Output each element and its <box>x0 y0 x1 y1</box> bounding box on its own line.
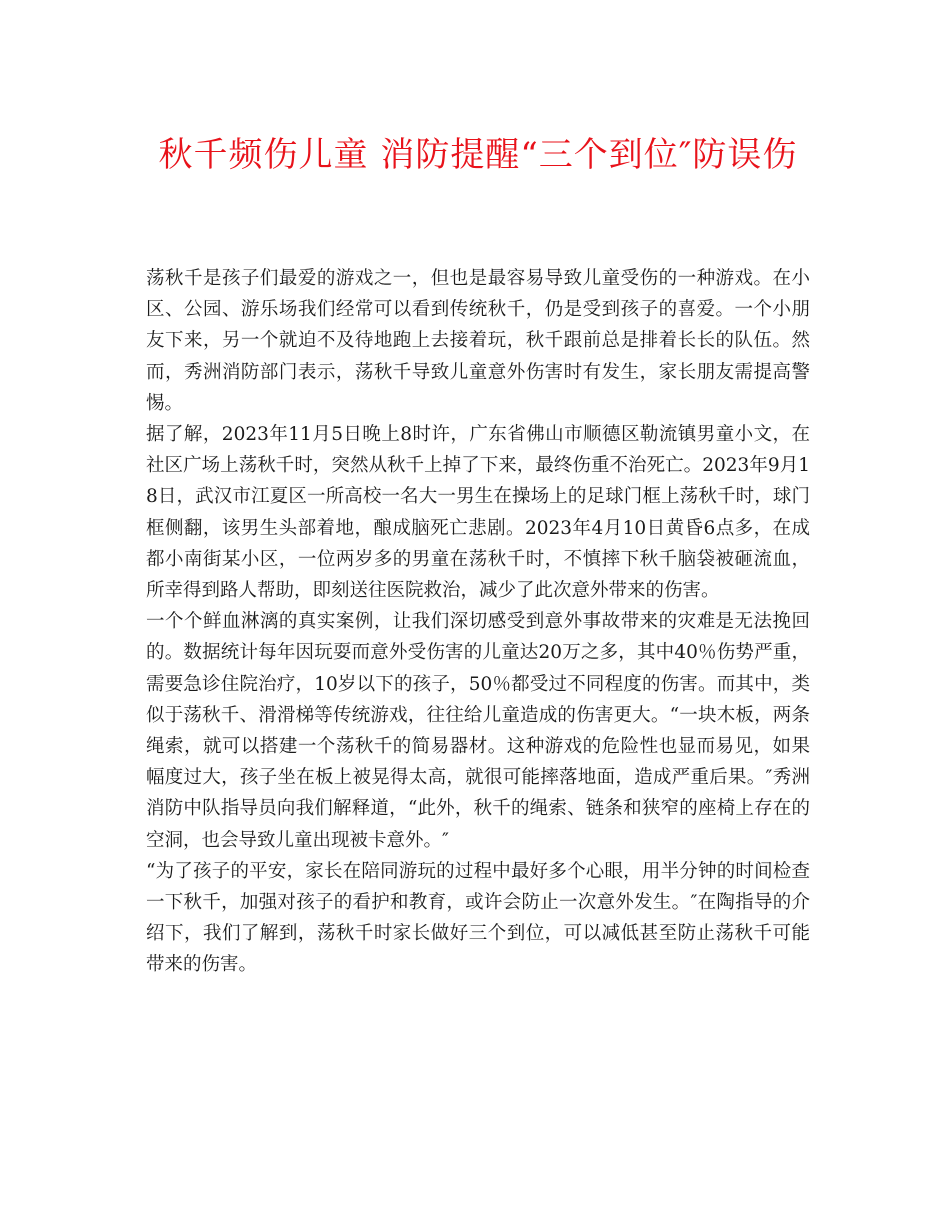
article-paragraph-cases: 据了解，2023年11月5日晚上8时许，广东省佛山市顺德区勒流镇男童小文，在社区广场上荡秋千时，突然从秋千上掉了下来，最终伤重不治死亡。2023年9月18日，武汉市江夏区一所高校一名大一男生在操场上的足球门框上荡秋千时，球门框侧翻，该男生头部着地，酿成脑死亡悲剧。2023年4月10日黄昏6点多，在成都小南街某小区，一位两岁多的男童在荡秋千时，不慎摔下秋千脑袋被砸流血，所幸得到路人帮助，即刻送往医院救治，减少了此次意外带来的伤害。 <box>146 424 810 602</box>
article-paragraph-advice: “为了孩子的平安，家长在陪同游玩的过程中最好多个心眼，用半分钟的时间检查一下秋千，加强对孩子的看护和教育，或许会防止一次意外发生。″在陶指导的介绍下，我们了解到，荡秋千时家长做好三个到位，可以减低甚至防止荡秋千可能带来的伤害。 <box>146 860 810 976</box>
article-paragraph-intro: 荡秋千是孩子们最爱的游戏之一，但也是最容易导致儿童受伤的一种游戏。在小区、公园、游乐场我们经常可以看到传统秋千，仍是受到孩子的喜爱。一个小朋友下来，另一个就迫不及待地跑上去接着玩，秋千跟前总是排着长长的队伍。然而，秀洲消防部门表示，荡秋千导致儿童意外伤害时有发生，家长朋友需提高警惕。 <box>146 268 810 414</box>
article-paragraph-statistics: 一个个鲜血淋漓的真实案例，让我们深切感受到意外事故带来的灾难是无法挽回的。数据统计每年因玩耍而意外受伤害的儿童达20万之多，其中40％伤势严重，需要急诊住院治疗，10岁以下的孩子，50％都受过不同程度的伤害。而其中，类似于荡秋千、滑滑梯等传统游戏，往往给儿童造成的伤害更大。“一块木板，两条绳索，就可以搭建一个荡秋千的简易器材。这种游戏的危险性也显而易见，如果幅度过大，孩子坐在板上被晃得太高，就很可能摔落地面，造成严重后果。″秀洲消防中队指导员向我们解释道，“此外，秋千的绳索、链条和狭窄的座椅上存在的空洞，也会导致儿童出现被卡意外。″ <box>146 611 810 851</box>
article-title: 秋千频伤儿童 消防提醒“三个到位″防误伤 <box>158 135 798 175</box>
article-body <box>146 263 810 981</box>
